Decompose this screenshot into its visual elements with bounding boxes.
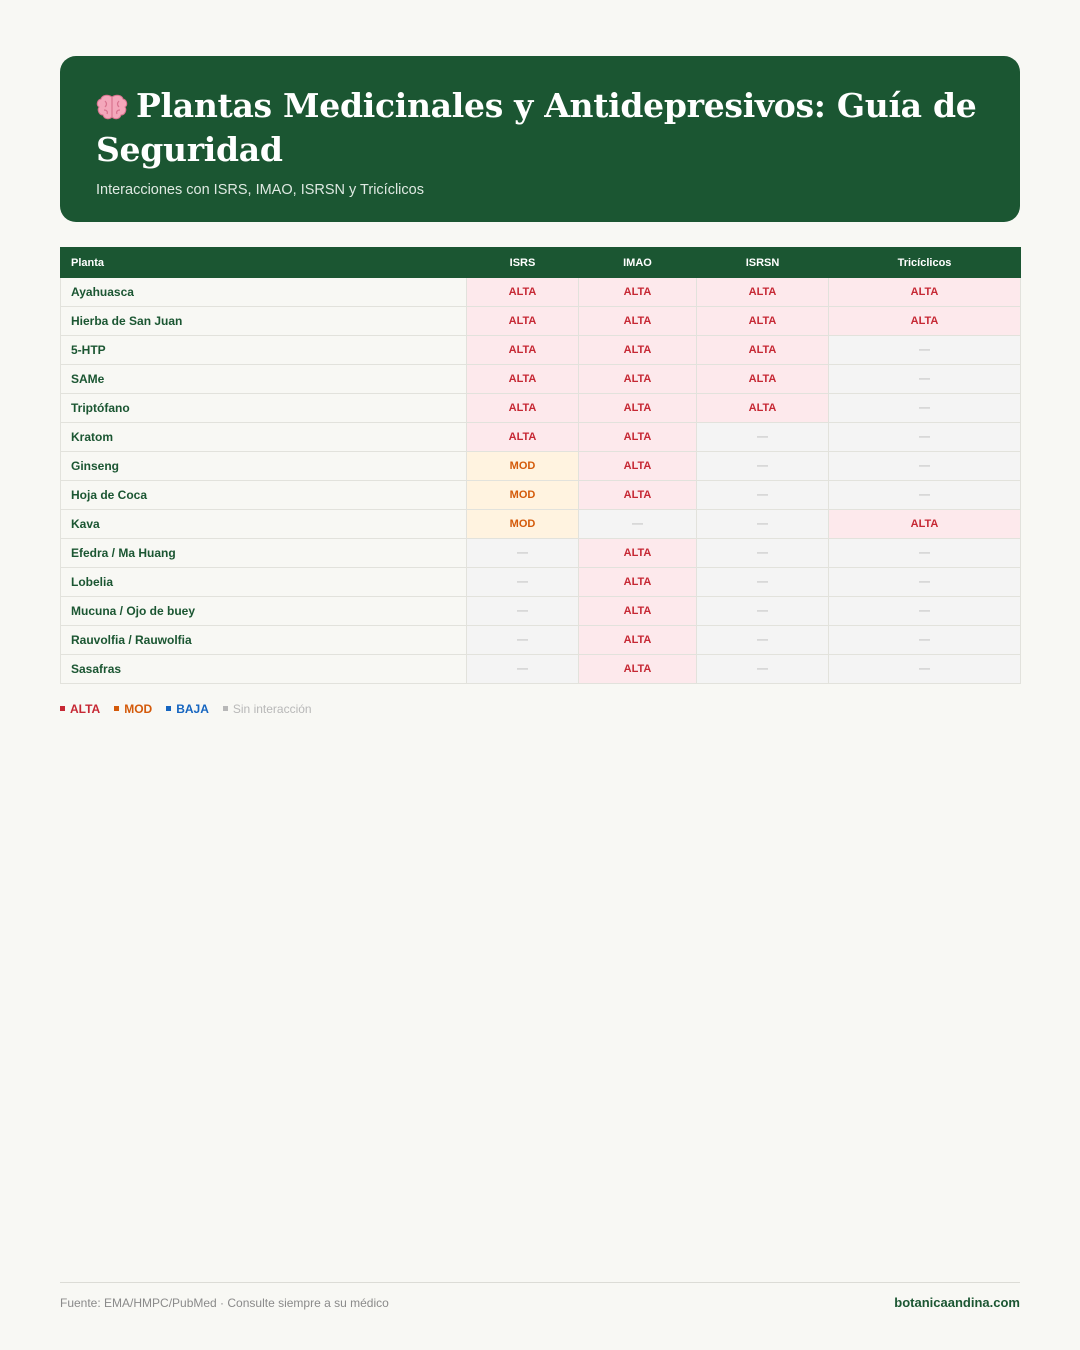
interaction-cell-triciclicos: — [829, 597, 1021, 626]
interaction-cell-isrs: MOD [467, 510, 579, 539]
interaction-table [60, 247, 1021, 684]
plant-name-cell: Mucuna / Ojo de buey [61, 597, 467, 626]
legend-label-baja: BAJA [176, 702, 209, 716]
interaction-cell-triciclicos: — [829, 539, 1021, 568]
table-row [61, 278, 1021, 307]
plant-name-cell: Hoja de Coca [61, 481, 467, 510]
legend-label-alta: ALTA [70, 702, 101, 716]
interaction-cell-isrs: ALTA [467, 307, 579, 336]
plant-name-cell: Kratom [61, 423, 467, 452]
plant-name-cell: Hierba de San Juan [61, 307, 467, 336]
table-row [61, 336, 1021, 365]
column-header-isrs: ISRS [467, 248, 579, 278]
interaction-cell-isrsn: — [697, 423, 829, 452]
interaction-cell-imao: ALTA [579, 655, 697, 684]
interaction-cell-isrsn: — [697, 452, 829, 481]
interaction-cell-imao: ALTA [579, 394, 697, 423]
interaction-cell-isrsn: — [697, 597, 829, 626]
table-row [61, 568, 1021, 597]
legend-item-baja [166, 702, 209, 716]
interaction-cell-imao: ALTA [579, 365, 697, 394]
interaction-cell-isrs: — [467, 597, 579, 626]
interaction-cell-isrsn: ALTA [697, 365, 829, 394]
plant-name-cell: Kava [61, 510, 467, 539]
table-row [61, 481, 1021, 510]
interaction-cell-imao: ALTA [579, 307, 697, 336]
interaction-cell-triciclicos: ALTA [829, 510, 1021, 539]
interaction-cell-isrsn: — [697, 626, 829, 655]
column-header-imao: IMAO [579, 248, 697, 278]
legend-item-sin-interaccion [223, 702, 312, 716]
plant-name-cell: SAMe [61, 365, 467, 394]
column-header-planta: Planta [61, 248, 467, 278]
legend-label-sin-interaccion: Sin interacción [232, 702, 312, 716]
footer-divider [60, 1282, 1020, 1283]
plant-name-cell: Ginseng [61, 452, 467, 481]
plant-name-cell: Triptófano [61, 394, 467, 423]
legend-label-mod: MOD [124, 702, 153, 716]
title-text: Plantas Medicinales y Antidepresivos: Guía de Seguridad [96, 86, 977, 169]
interaction-cell-isrsn: — [697, 655, 829, 684]
interaction-cell-triciclicos: — [829, 423, 1021, 452]
plant-name-cell: Rauvolfia / Rauwolfia [61, 626, 467, 655]
plant-name-cell: 5-HTP [61, 336, 467, 365]
interaction-cell-isrs: — [467, 568, 579, 597]
brain-icon [96, 87, 128, 113]
plant-name-cell: Lobelia [61, 568, 467, 597]
interaction-cell-imao: ALTA [579, 336, 697, 365]
interaction-cell-isrsn: ALTA [697, 307, 829, 336]
interaction-cell-isrsn: — [697, 481, 829, 510]
plant-name-cell: Efedra / Ma Huang [61, 539, 467, 568]
interaction-cell-isrsn: — [697, 539, 829, 568]
column-header-triciclicos: Tricíclicos [829, 248, 1021, 278]
interaction-cell-triciclicos: ALTA [829, 278, 1021, 307]
table-row [61, 597, 1021, 626]
interaction-cell-isrs: — [467, 539, 579, 568]
interaction-cell-triciclicos: — [829, 365, 1021, 394]
legend-item-alta [60, 702, 100, 716]
interaction-cell-isrs: ALTA [467, 365, 579, 394]
table-row [61, 423, 1021, 452]
interaction-cell-isrs: ALTA [467, 423, 579, 452]
interaction-cell-imao: — [579, 510, 697, 539]
interaction-cell-isrsn: — [697, 510, 829, 539]
table-header-row [61, 248, 1021, 278]
legend-swatch-alta [60, 706, 65, 711]
footer-source: Fuente: EMA/HMPC/PubMed · Consulte siempre a su médico [60, 1296, 389, 1310]
interaction-cell-imao: ALTA [579, 568, 697, 597]
interaction-cell-isrsn: ALTA [697, 336, 829, 365]
interaction-cell-isrs: ALTA [467, 278, 579, 307]
legend [60, 702, 312, 716]
interaction-cell-triciclicos: — [829, 568, 1021, 597]
interaction-cell-isrs: MOD [467, 452, 579, 481]
interaction-cell-triciclicos: — [829, 394, 1021, 423]
interaction-cell-triciclicos: — [829, 336, 1021, 365]
table-row [61, 365, 1021, 394]
page-subtitle: Interacciones con ISRS, IMAO, ISRSN y Tricíclicos [96, 182, 424, 198]
legend-swatch-mod [114, 706, 119, 711]
interaction-cell-isrs: — [467, 655, 579, 684]
table-row [61, 655, 1021, 684]
interaction-cell-triciclicos: — [829, 452, 1021, 481]
interaction-cell-imao: ALTA [579, 539, 697, 568]
page-title [96, 84, 984, 172]
table-row [61, 452, 1021, 481]
legend-swatch-baja [166, 706, 171, 711]
interaction-cell-imao: ALTA [579, 597, 697, 626]
legend-swatch-sin-interaccion [223, 706, 228, 711]
table-row [61, 307, 1021, 336]
interaction-cell-triciclicos: — [829, 655, 1021, 684]
footer-site-link[interactable]: botanicaandina.com [894, 1295, 1020, 1310]
interaction-cell-imao: ALTA [579, 423, 697, 452]
table-row [61, 539, 1021, 568]
table-row [61, 626, 1021, 655]
interaction-cell-triciclicos: — [829, 626, 1021, 655]
interaction-cell-isrsn: ALTA [697, 278, 829, 307]
interaction-cell-isrsn: ALTA [697, 394, 829, 423]
header-banner [60, 56, 1020, 222]
plant-name-cell: Ayahuasca [61, 278, 467, 307]
interaction-cell-isrs: — [467, 626, 579, 655]
table-body [61, 278, 1021, 684]
interaction-cell-isrs: ALTA [467, 336, 579, 365]
interaction-cell-triciclicos: — [829, 481, 1021, 510]
legend-item-mod [114, 702, 152, 716]
interaction-cell-triciclicos: ALTA [829, 307, 1021, 336]
column-header-isrsn: ISRSN [697, 248, 829, 278]
plant-name-cell: Sasafras [61, 655, 467, 684]
interaction-cell-imao: ALTA [579, 278, 697, 307]
interaction-cell-isrs: ALTA [467, 394, 579, 423]
interaction-cell-imao: ALTA [579, 626, 697, 655]
interaction-cell-isrsn: — [697, 568, 829, 597]
interaction-cell-isrs: MOD [467, 481, 579, 510]
table-row [61, 394, 1021, 423]
table-row [61, 510, 1021, 539]
interaction-cell-imao: ALTA [579, 481, 697, 510]
interaction-cell-imao: ALTA [579, 452, 697, 481]
